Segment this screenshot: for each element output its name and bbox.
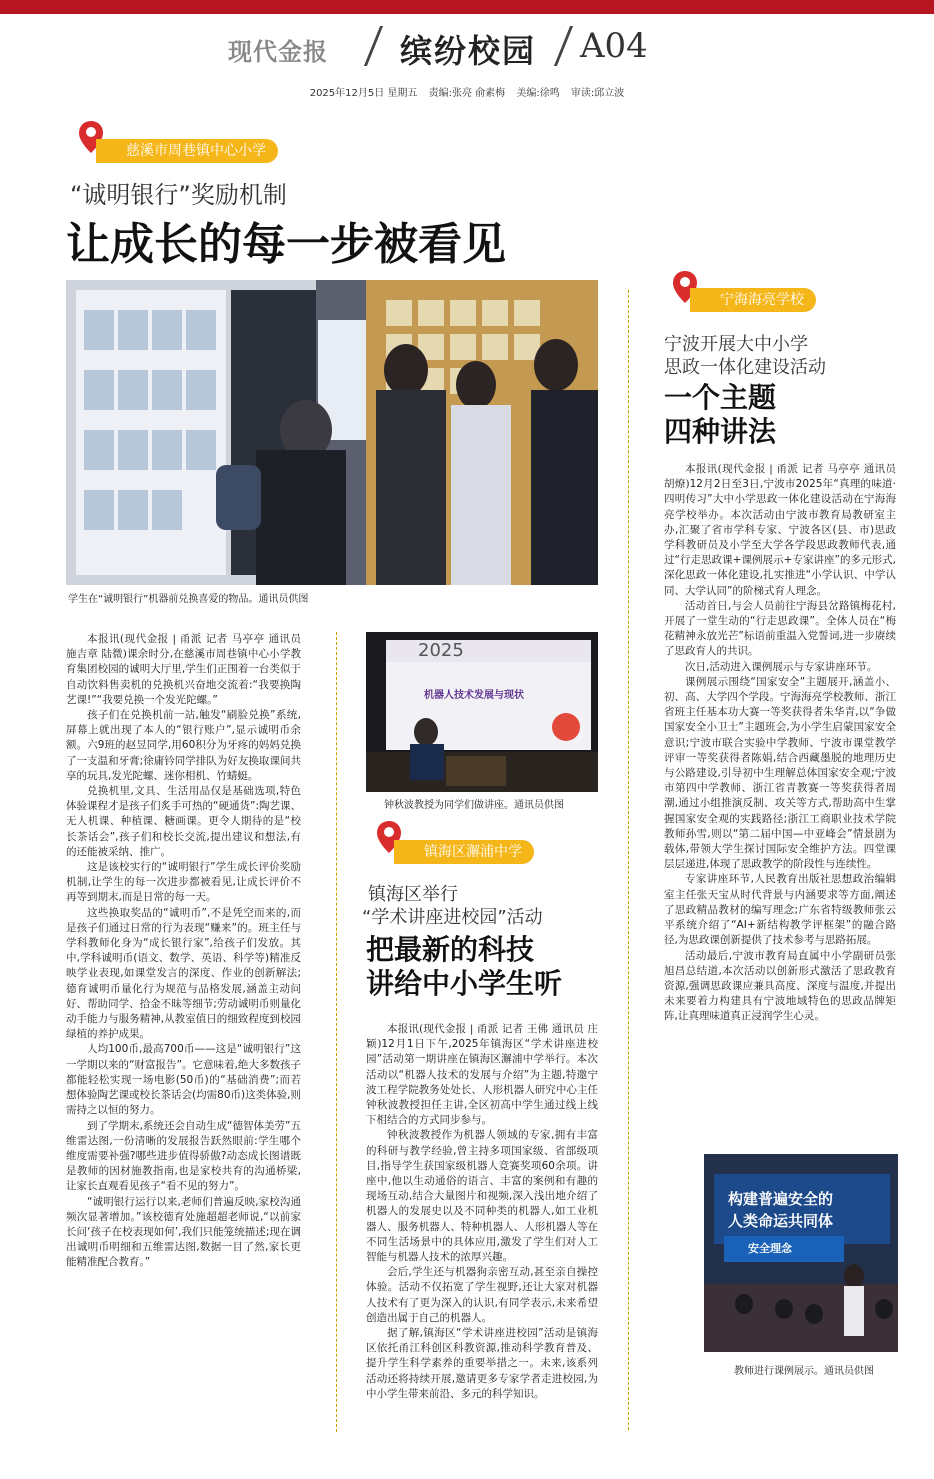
story1-byline: 本报讯(现代金报 | 甬派 记者 马亭亭 通讯员 施吉章 陆微) [66,633,301,661]
story2-byline: 本报讯(现代金报 | 甬派 记者 王佛 通讯员 庄颖) [366,1023,598,1051]
paper-name: 现代金报 [228,38,328,66]
story1-caption: 学生在“诚明银行”机器前兑换喜爱的物品。通讯员供图 [68,594,309,605]
story3-paragraph: 专家讲座环节,人民教育出版社思想政治编辑室主任张天宝从时代背景与内涵要求等方面,阐述了思政精品教材的编写理念;广东省特级教师张云平系统介绍了“AI+新结构教学评框架”的融合路径,为思政课创新提供了技术参考与思路拓展。 [664,873,896,947]
story1-column-1 [66,632,301,1271]
column-rule [628,290,629,1430]
story3-paragraph: 活动最后,宁波市教育局直属中小学副研员张旭昌总结道,本次活动以创新形式激活了思政教育资源,强调思政课应兼具高度、深度与温度,并提出未来要着力构建具有宁波地域特色的思政品牌矩阵,让真理味道真正浸润学生心灵。 [664,949,896,1023]
masthead-divider [554,26,573,66]
screen-banner: 安全理念 [748,1242,792,1255]
school-tag: 宁海海亮学校 [690,288,816,312]
story2-headline-line: 把最新的科技 [366,933,535,966]
story2-column [366,1022,598,1402]
story1-paragraph: 这些换取奖品的“诚明币”,不是凭空而来的,而是孩子们通过日常的行为表现“赚来”的。班主任与学科教师化身为“成长银行家”,给孩子们发放。其中,学科诚明币(语文、数学、英语、科学等)精准反映学业表现,如课堂发言的深度、作业的创新解法;德育诚明币量化行为规范与品格发展,涵盖主动问好、帮助同学、拾金不昧等细节;劳动诚明币则量化动手能力与服务精神,从教室值日的细致程度到校园绿植的养护成果。 [66,906,301,1041]
story3-caption: 教师进行课例展示。通讯员供图 [734,1366,874,1377]
classroom-photo [704,1154,898,1352]
story1-paragraph: 兑换机里,文具、生活用品仅是基础选项,特色体验课程才是孩子们炙手可热的“硬通货”:陶艺课、无人机课、种植课、糖画课。更令人期待的是“校长茶话会”,孩子们和校长交流,提出建议和想法,有的还能被采纳、推广。 [66,785,301,858]
story3-kicker-line: 宁波开展大中小学 [664,334,808,355]
story2-paragraph: 据了解,镇海区“学术讲座进校园”活动是镇海区依托甬江科创区科教资源,推动科学教育普及、提升学生科学素养的重要举措之一。未来,该系列活动还将持续开展,邀请更多专家学者走进校园,为中小学生带来前沿、多元的科学知识。 [366,1327,598,1400]
story3-paragraph: 12月2日至3日,宁波市2025年“真理的味道·四明传习”大中小学思政一体化建设活动在宁海海亮学校举办。本次活动由宁波市教育局教研室主办,汇聚了省市学科专家、宁波各区(县、市)思政学科教研员及小学至大学各学段思政教师代表,通过“行走思政课+课例展示+专家讲座”的多元形式,深化思政一体化建设,扎实推进“小学认识、中学认同、大学认同”的阶梯式育人理念。 [664,478,896,597]
screen-title: 机器人技术发展与现状 [424,690,524,701]
screen-year: 2025 [418,640,464,661]
story1-paragraph: 这是该校实行的“诚明银行”学生成长评价奖励机制,让学生的每一次进步都被看见,让成长评价不再等到期末,而是日常的每一天。 [66,861,301,904]
top-color-bar [0,0,934,14]
school-tag: 慈溪市周巷镇中心小学 [96,139,278,163]
dateline [0,84,934,99]
story1-paragraph: 孩子们在兑换机前一站,触发“刷脸兑换”系统,屏幕上就出现了本人的“银行账户”,显示诚明币余额。六9班的赵昱同学,用60积分为牙疼的妈妈兑换了一支温和牙膏;徐庸钤同学排队为好友换取课间共享的玩具,发光陀螺、迷你相机、竹蜻蜓。 [66,709,301,782]
story1-paragraph: 到了学期末,系统还会自动生成“德智体美劳”五维雷达图,一份清晰的发展报告跃然眼前:学生哪个维度需要补强?哪些进步值得骄傲?动态成长图谱既是教师的因材施教指南,也是家校共育的沟通桥梁,让家长直观看见孩子“看不见的努力”。 [66,1119,301,1193]
designer-credit: 美编:徐鸣 [516,88,560,99]
story2-headline-line: 讲给中小学生听 [366,967,563,1000]
story3-headline-line: 一个主题 [664,381,777,414]
school-tag: 镇海区澥浦中学 [394,840,534,864]
editor-credit: 责编:张亮 俞素梅 [428,88,506,99]
proof-credit: 审读:邱立波 [570,88,625,99]
screen-line: 构建普遍安全的 [728,1190,834,1208]
section-title: 缤纷校园 [400,32,537,70]
story2-paragraph: 钟秋波教授作为机器人领域的专家,拥有丰富的科研与教学经验,曾主持多项国家级、省部级项目,指导学生获国家级机器人竞赛奖项60余项。讲座中,他以生动通俗的语言、丰富的案例和有趣的现场互动,结合大量图片和视频,深入浅出地介绍了机器人的发展史以及不同种类的机器人,如工业机器人、服务机器人、特种机器人、人形机器人等在不同生活场景中的具体应用,激发了学生们对人工智能与机器人技术的浓厚兴趣。 [366,1129,598,1264]
story3-column [664,462,896,1025]
story3-paragraph: 活动首日,与会人员前往宁海县岔路镇梅花村,开展了一堂生动的“行走思政课”。全体人员在“梅花精神永放光芒”标语前重温入党誓词,进一步赓续了思政育人的共识。 [664,599,896,658]
story2-kicker-line: “学术讲座进校园”活动 [362,907,543,928]
story3-paragraph: 次日,活动进入课例展示与专家讲座环节。 [685,660,878,673]
issue-date: 2025年12月5日 星期五 [309,88,418,99]
story1-headline: 让成长的每一步被看见 [66,219,506,270]
masthead-divider [364,26,383,66]
vending-machine-photo [66,280,598,585]
story3-headline-line: 四种讲法 [664,415,777,448]
story1-paragraph: 人均100币,最高700币——这是“诚明银行”这一学期以来的“财富报告”。它意味着,绝大多数孩子都能轻松实现一场电影(50币)的“基础消费”;而若想体验陶艺课或校长茶话会(均需80币)这类体验,则需持之以恒的努力。 [66,1043,301,1117]
page-number: A04 [580,26,648,66]
story1-kicker: “诚明银行”奖励机制 [70,181,287,209]
lecture-photo [366,632,598,792]
story3-byline: 本报讯(现代金报 | 甬派 记者 马亭亭 通讯员 胡燎) [664,463,896,491]
story2-paragraph: 12月1日下午,2025年镇海区“学术讲座进校园”活动第一期讲座在镇海区澥浦中学举行。本次活动以“机器人技术的发展与介绍”为主题,特邀宁波工程学院教务处处长、人形机器人研究中心主任钟秋波教授担任主讲,全区初高中学生通过线上线下相结合的方式同步参与。 [366,1038,598,1127]
story1-paragraph: “诚明银行运行以来,老师们普遍反映,家校沟通频次显著增加。”该校德育处施超超老师说,“以前家长问‘孩子在校表现如何’,我们只能笼统描述;现在调出诚明币明细和五维雷达图,数据一目了然,家长更能精准配合教育。” [66,1195,301,1269]
screen-line: 人类命运共同体 [728,1212,834,1230]
story3-kicker-line: 思政一体化建设活动 [664,357,826,378]
story2-paragraph: 会后,学生还与机器狗亲密互动,甚至亲自操控体验。活动不仅拓宽了学生视野,还让大家对机器人技术有了更为深入的认识,有同学表示,未来希望创造出属于自己的机器人。 [366,1266,598,1324]
story2-caption: 钟秋波教授为同学们做讲座。通讯员供图 [384,800,564,811]
masthead [0,22,934,72]
column-rule [336,632,337,1432]
story3-paragraph: 课例展示围绕“国家安全”主题展开,涵盖小、初、高、大学四个学段。宁海海亮学校教师、浙江省班主任基本功大赛一等奖获得者朱华青,以“争做国家安全小卫士”主题班会,为小学生启蒙国家安全意识;宁波市联合实验中学教师、宁波市课堂教学评审一等奖获得者陈娟,结合西藏墨脱的地理历史与公路建设,引导初中生理解总体国家安全观;宁波市第四中学教师、浙江省青教赛一等奖获得者周潮,通过小组推演反制、攻关等方式,帮助高中生掌握国家安全观的实践路径;浙江工商职业技术学院教师孙雪,则以“第二届中国—中亚峰会”情景剧为载体,带领大学生探讨国际安全维护方法。四堂课层层递进,体现了思政教学的阶段性与连续性。 [664,675,896,871]
story2-kicker-line: 镇海区举行 [368,884,458,905]
story1-paragraph: 课余时分,在慈溪市周巷镇中心小学教育集团校园的诚明大厅里,学生们正围着一台类似于自动饮料售卖机的兑换机兴奋地交流着:“我要换陶艺课!”“我要兑换一个发光陀螺。” [66,648,301,706]
